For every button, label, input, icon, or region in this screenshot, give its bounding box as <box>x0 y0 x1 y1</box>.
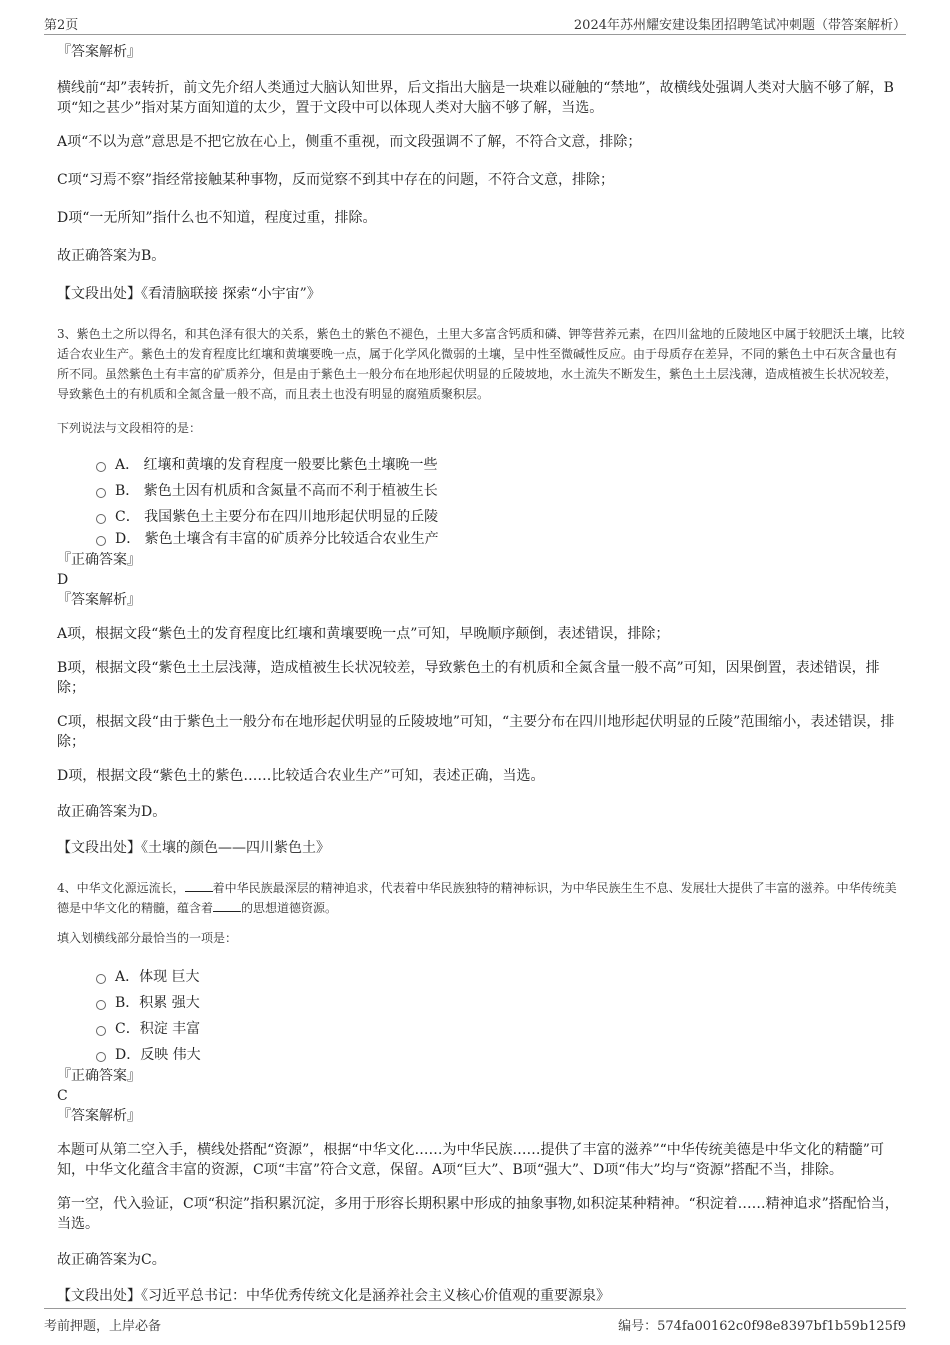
analysis-paragraph: B项，根据文段“紫色土土层浅薄，造成植被生长状况较差，导致紫色土的有机质和全氮含量一般不高”可知，因果倒置，表述错误，排除； <box>57 660 880 696</box>
option-d[interactable]: D．反映 伟大 <box>57 1044 905 1066</box>
radio-icon[interactable] <box>96 488 106 498</box>
option-list <box>57 966 905 1066</box>
analysis-paragraph: A项，根据文段“紫色土的发育程度比红壤和黄壤要晚一点”可知，早晚顺序颠倒，表述错误，排除； <box>57 626 670 642</box>
source-citation: 【文段出处】《看清脑联接 探索“小宇宙”》 <box>57 286 321 302</box>
correct-answer: C <box>57 1088 68 1104</box>
radio-icon[interactable] <box>96 462 106 472</box>
radio-icon[interactable] <box>96 536 106 546</box>
answer-analysis-label: 『答案解析』 <box>57 44 141 60</box>
document-body <box>57 42 905 1306</box>
analysis-paragraph: 第一空，代入验证，C项“积淀”指积累沉淀，多用于形容长期积累中形成的抽象事物,如积淀某种精神。“积淀着……精神追求”搭配恰当，当选。 <box>57 1196 899 1232</box>
conclusion: 故正确答案为B。 <box>57 248 166 264</box>
correct-answer: D <box>57 572 69 588</box>
option-c[interactable]: C．积淀 丰富 <box>57 1018 905 1044</box>
answer-analysis-label: 『答案解析』 <box>57 592 141 608</box>
analysis-paragraph: 横线前“却”表转折，前文先介绍人类通过大脑认知世界，后文指出大脑是一块难以碰触的“禁地”，故横线处强调人类对大脑不够了解，B项“知之甚少”指对某方面知道的太少，置于文段中可以体现人类对大脑不够了解，当选。 <box>57 80 894 116</box>
correct-answer-label: 『正确答案』 <box>57 1068 141 1084</box>
page-header <box>44 14 906 35</box>
source-citation: 【文段出处】《习近平总书记：中华优秀传统文化是涵养社会主义核心价值观的重要源泉》 <box>57 1288 610 1304</box>
option-c[interactable]: C． 我国紫色土主要分布在四川地形起伏明显的丘陵 <box>57 506 905 528</box>
radio-icon[interactable] <box>96 1052 106 1062</box>
analysis-paragraph: C项“习焉不察”指经常接触某种事物，反而觉察不到其中存在的问题，不符合文意，排除； <box>57 172 615 188</box>
page-footer <box>44 1308 906 1333</box>
radio-icon[interactable] <box>96 974 106 984</box>
document-title: 2024年苏州耀安建设集团招聘笔试冲刺题（带答案解析） <box>573 18 906 33</box>
page-number: 第2页 <box>44 18 79 33</box>
conclusion: 故正确答案为C。 <box>57 1252 166 1268</box>
radio-icon[interactable] <box>96 1026 106 1036</box>
question-stem: 4、中华文化源远流长， 着中华民族最深层的精神追求，代表着中华民族独特的精神标识，为中华民族生生不息、发展壮大提供了丰富的滋养。中华传统美德是中华文化的精髓，蕴含着 的思想道德资源。 <box>57 878 905 918</box>
analysis-paragraph: D项“一无所知”指什么也不知道，程度过重，排除。 <box>57 210 377 226</box>
question-prompt: 填入划横线部分最恰当的一项是： <box>57 931 238 945</box>
option-d[interactable]: D． 紫色土壤含有丰富的矿质养分比较适合农业生产 <box>57 528 905 550</box>
blank-line <box>213 898 241 912</box>
conclusion: 故正确答案为D。 <box>57 804 167 820</box>
radio-icon[interactable] <box>96 1000 106 1010</box>
option-b[interactable]: B． 紫色土因有机质和含氮量不高而不利于植被生长 <box>57 480 905 506</box>
answer-analysis-label: 『答案解析』 <box>57 1108 141 1124</box>
question-prompt: 下列说法与文段相符的是： <box>57 421 202 435</box>
analysis-paragraph: C项，根据文段“由于紫色土一般分布在地形起伏明显的丘陵坡地”可知，“主要分布在四川地形起伏明显的丘陵”范围缩小，表述错误，排除； <box>57 714 895 750</box>
analysis-paragraph: D项，根据文段“紫色土的紫色……比较适合农业生产”可知，表述正确，当选。 <box>57 768 545 784</box>
source-citation: 【文段出处】《土壤的颜色——四川紫色土》 <box>57 840 330 856</box>
option-a[interactable]: A．体现 巨大 <box>57 966 905 992</box>
blank-line <box>185 878 213 892</box>
question-stem: 3、紫色土之所以得名，和其色泽有很大的关系，紫色土的紫色不褪色，土里大多富含钙质和磷、钾等营养元素，在四川盆地的丘陵地区中属于较肥沃土壤，比较适合农业生产。紫色土的发育程度比红壤和黄壤要晚一点，属于化学风化微弱的土壤，呈中性至微碱性反应。由于母质存在差异，不同的紫色土中石灰含量也有所不同。虽然紫色土有丰富的矿质养分，但是由于紫色土一般分布在地形起伏明显的丘陵坡地，水土流失不断发生，紫色土土层浅薄，造成植被生长状况较差，导致紫色土的有机质和全氮含量一般不高，而且表土也没有明显的腐殖质聚积层。 <box>57 327 905 401</box>
option-b[interactable]: B．积累 强大 <box>57 992 905 1018</box>
document-id: 编号：574fa00162c0f98e8397bf1b59b125f9 <box>618 1319 906 1334</box>
radio-icon[interactable] <box>96 514 106 524</box>
analysis-paragraph: A项“不以为意”意思是不把它放在心上，侧重不重视，而文段强调不了解，不符合文意，排除； <box>57 134 642 150</box>
footer-slogan: 考前押题，上岸必备 <box>44 1319 162 1334</box>
option-list <box>57 454 905 550</box>
correct-answer-label: 『正确答案』 <box>57 552 141 568</box>
analysis-paragraph: 本题可从第二空入手，横线处搭配“资源”，根据“中华文化……为中华民族……提供了丰富的滋养”“中华传统美德是中华文化的精髓”可知，中华文化蕴含丰富的资源，C项“丰富”符合文意，保留。A项“巨大”、B项“强大”、D项“伟大”均与“资源”搭配不当，排除。 <box>57 1142 884 1178</box>
option-a[interactable]: A． 红壤和黄壤的发育程度一般要比紫色土壤晚一些 <box>57 454 905 480</box>
